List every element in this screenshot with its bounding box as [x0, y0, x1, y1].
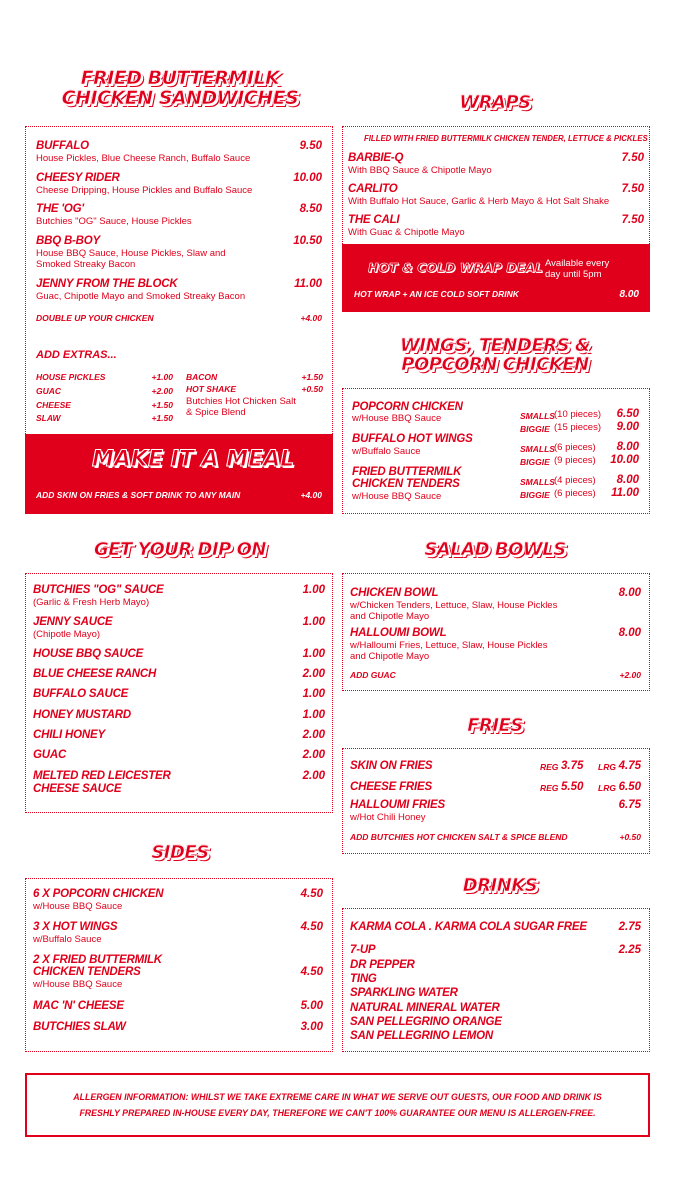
sandwich-desc: Smoked Streaky Bacon: [36, 259, 136, 270]
dip-price: 1.00: [302, 709, 325, 721]
drink-item: SPARKLING WATER: [350, 987, 458, 999]
dip-name: CHILI HONEY: [33, 729, 105, 741]
wrap-name: CARLITO: [348, 183, 398, 195]
salad-add-price: +2.00: [619, 670, 641, 680]
allergen-box: [25, 1073, 650, 1137]
allergen-line2: FRESHLY PREPARED IN-HOUSE EVERY DAY, THEREFORE WE CAN'T 100% GUARANTEE OUR MENU IS ALLERGEN-FREE.: [79, 1108, 596, 1118]
meal-price: +4.00: [300, 490, 322, 500]
wrap-deal-band: [342, 244, 650, 312]
hot-shake-desc: Butchies Hot Chicken Salt: [186, 396, 296, 407]
sandwich-name: THE 'OG': [36, 203, 84, 215]
wrap-desc: With BBQ Sauce & Chipotle Mayo: [348, 165, 492, 176]
wrap-deal-text: HOT WRAP + AN ICE COLD SOFT DRINK: [354, 289, 519, 299]
wings-size: BIGGIE: [520, 457, 550, 467]
meal-text: ADD SKIN ON FRIES & SOFT DRINK TO ANY MAIN: [36, 490, 241, 500]
wings-qty: (9 pieces): [554, 455, 596, 466]
wings-name: BUFFALO HOT WINGS: [352, 433, 473, 445]
extra-price: +2.00: [151, 386, 173, 396]
wrap-name: THE CALI: [348, 214, 400, 226]
dip-desc: (Chipotle Mayo): [33, 629, 101, 640]
dip-name: BUFFALO SAUCE: [33, 688, 129, 700]
wings-name: CHICKEN TENDERS: [352, 478, 460, 490]
wings-size: SMALLS: [520, 444, 555, 454]
side-desc: w/House BBQ Sauce: [33, 979, 123, 990]
dip-desc: (Garlic & Fresh Herb Mayo): [33, 597, 150, 608]
fries-reg-price: 5.50: [561, 781, 584, 793]
sandwich-name: CHEESY RIDER: [36, 172, 120, 184]
sandwich-desc: House BBQ Sauce, House Pickles, Slaw and: [36, 248, 226, 259]
salad-desc: and Chipotle Mayo: [350, 611, 430, 622]
dip-name: HONEY MUSTARD: [33, 709, 131, 721]
side-price: 5.00: [300, 1000, 323, 1012]
wings-price: 6.50: [616, 408, 639, 420]
fries-lrg-label: LRG: [598, 783, 616, 793]
fries-lrg-label: LRG: [598, 762, 616, 772]
sandwich-desc: House Pickles, Blue Cheese Ranch, Buffalo Sauce: [36, 153, 251, 164]
extra-name: SLAW: [36, 413, 61, 423]
side-price: 4.50: [300, 888, 323, 900]
wings-name: POPCORN CHICKEN: [352, 401, 463, 413]
wings-desc: w/House BBQ Sauce: [352, 413, 442, 424]
side-price: 4.50: [300, 921, 323, 933]
wings-size: BIGGIE: [520, 424, 550, 434]
dips-heading: GET YOUR DIP ON: [93, 539, 267, 560]
side-name-line2: CHICKEN TENDERS: [33, 966, 141, 978]
fries-lrg-price: 6.50: [618, 781, 641, 793]
wings-price: 8.00: [616, 441, 639, 453]
extra-name: HOUSE PICKLES: [36, 372, 106, 382]
extra-price: +0.50: [301, 384, 323, 394]
wings-size: SMALLS: [520, 411, 555, 421]
fries-heading: FRIES: [467, 715, 523, 736]
wrap-deal-title: HOT & COLD WRAP DEAL: [368, 260, 543, 275]
salad-name: HALLOUMI BOWL: [350, 627, 447, 639]
wrap-price: 7.50: [621, 183, 644, 195]
fries-add: ADD BUTCHIES HOT CHICKEN SALT & SPICE BLEND: [350, 832, 568, 842]
fries-name: CHEESE FRIES: [350, 781, 432, 793]
salad-desc: and Chipotle Mayo: [350, 651, 430, 662]
fries-desc: w/Hot Chili Honey: [350, 812, 426, 823]
drink-price: 2.75: [618, 921, 641, 933]
fries-price: 6.75: [618, 799, 641, 811]
side-desc: w/House BBQ Sauce: [33, 901, 123, 912]
wrap-price: 7.50: [621, 152, 644, 164]
fries-lrg-price: 4.75: [618, 760, 641, 772]
dip-name: MELTED RED LEICESTER: [33, 770, 171, 782]
double-up-price: +4.00: [300, 313, 322, 323]
drink-price: 2.25: [618, 944, 641, 956]
fries-reg-label: REG: [540, 783, 559, 793]
sandwiches-heading-line2: CHICKEN SANDWICHES: [61, 87, 299, 109]
meal-band: [25, 434, 333, 514]
meal-title: MAKE IT A MEAL: [92, 447, 295, 472]
sandwich-desc: Guac, Chipotle Mayo and Smoked Streaky Bacon: [36, 291, 246, 302]
dip-name: BLUE CHEESE RANCH: [33, 668, 157, 680]
extra-name: CHEESE: [36, 400, 71, 410]
drink-item: NATURAL MINERAL WATER: [350, 1002, 500, 1014]
wrap-deal-note: day until 5pm: [545, 269, 602, 280]
dip-price: 1.00: [302, 584, 325, 596]
wings-qty: (6 pieces): [554, 442, 596, 453]
wrap-deal-note: Available every: [545, 258, 610, 269]
sandwich-price: 9.50: [299, 140, 322, 152]
extra-price: +1.50: [151, 400, 173, 410]
side-name: BUTCHIES SLAW: [33, 1021, 126, 1033]
wings-price: 9.00: [616, 421, 639, 433]
dip-price: 2.00: [302, 729, 325, 741]
wraps-intro: FILLED WITH FRIED BUTTERMILK CHICKEN TENDER, LETTUCE & PICKLES: [364, 134, 648, 143]
dip-price: 2.00: [302, 749, 325, 761]
salad-price: 8.00: [618, 627, 641, 639]
wings-price: 8.00: [616, 474, 639, 486]
drinks-heading: DRINKS: [462, 875, 538, 896]
extra-name: HOT SHAKE: [186, 384, 237, 394]
drink-line: KARMA COLA . KARMA COLA SUGAR FREE: [350, 921, 587, 933]
wings-desc: w/Buffalo Sauce: [352, 446, 421, 457]
dip-price: 2.00: [302, 668, 325, 680]
sandwich-price: 11.00: [294, 278, 322, 290]
wings-qty: (10 pieces): [554, 409, 601, 420]
wrap-desc: With Buffalo Hot Sauce, Garlic & Herb Mayo & Hot Salt Shake: [348, 196, 610, 207]
wings-heading-line2: POPCORN CHICKEN: [401, 354, 589, 375]
sandwich-price: 10.00: [293, 172, 322, 184]
fries-name: HALLOUMI FRIES: [350, 799, 445, 811]
side-name: 3 X HOT WINGS: [33, 921, 118, 933]
fries-add-price: +0.50: [619, 832, 641, 842]
allergen-line1: ALLERGEN INFORMATION: WHILST WE TAKE EXTREME CARE IN WHAT WE SERVE OUT GUESTS, OUR FOOD AND DRINK IS: [73, 1092, 602, 1102]
wrap-name: BARBIE-Q: [348, 152, 404, 164]
wrap-desc: With Guac & Chipotle Mayo: [348, 227, 465, 238]
side-price: 3.00: [300, 1021, 323, 1033]
fries-reg-price: 3.75: [561, 760, 584, 772]
drink-item: TING: [350, 973, 377, 985]
salad-desc: w/Halloumi Fries, Lettuce, Slaw, House Pickles: [350, 640, 548, 651]
drink-item: DR PEPPER: [350, 959, 415, 971]
dip-name: GUAC: [33, 749, 67, 761]
wings-price: 10.00: [610, 454, 639, 466]
extra-price: +1.50: [151, 413, 173, 423]
fries-name: SKIN ON FRIES: [350, 760, 433, 772]
sandwich-price: 8.50: [299, 203, 322, 215]
drink-item: SAN PELLEGRINO ORANGE: [350, 1016, 502, 1028]
sandwich-name: JENNY FROM THE BLOCK: [36, 278, 178, 290]
side-desc: w/Buffalo Sauce: [33, 934, 102, 945]
dip-price: 1.00: [302, 688, 325, 700]
wings-heading: [390, 336, 600, 374]
wings-qty: (4 pieces): [554, 475, 596, 486]
extra-price: +1.00: [151, 372, 173, 382]
sandwich-desc: Butchies "OG" Sauce, House Pickles: [36, 216, 192, 227]
sandwiches-heading: [60, 68, 300, 108]
dip-price: 1.00: [302, 616, 325, 628]
sandwich-name: BBQ B-BOY: [36, 235, 101, 247]
wings-heading-line1: WINGS, TENDERS &: [399, 335, 591, 356]
side-name: 2 X FRIED BUTTERMILK: [33, 954, 162, 966]
extra-name: BACON: [186, 372, 218, 382]
side-name: MAC 'N' CHEESE: [33, 1000, 124, 1012]
drink-item: 7-UP: [350, 944, 376, 956]
dip-price: 1.00: [302, 648, 325, 660]
side-price: 4.50: [300, 966, 323, 978]
extra-name: GUAC: [36, 386, 62, 396]
dip-name: BUTCHIES "OG" SAUCE: [33, 584, 164, 596]
sandwich-price: 10.50: [293, 235, 322, 247]
sides-heading: SIDES: [151, 842, 209, 863]
sandwich-name: BUFFALO: [36, 140, 89, 152]
wrap-price: 7.50: [621, 214, 644, 226]
wings-price: 11.00: [611, 487, 639, 499]
salad-price: 8.00: [618, 587, 641, 599]
sandwiches-heading-line1: FRIED BUTTERMILK: [80, 67, 280, 89]
wings-desc: w/House BBQ Sauce: [352, 491, 442, 502]
sandwich-desc: Cheese Dripping, House Pickles and Buffalo Sauce: [36, 185, 253, 196]
wings-qty: (15 pieces): [554, 422, 601, 433]
wings-qty: (6 pieces): [554, 488, 596, 499]
dip-name: HOUSE BBQ SAUCE: [33, 648, 144, 660]
wrap-deal-price: 8.00: [619, 289, 639, 300]
wings-size: SMALLS: [520, 477, 555, 487]
extra-price: +1.50: [301, 372, 323, 382]
fries-reg-label: REG: [540, 762, 559, 772]
salad-desc: w/Chicken Tenders, Lettuce, Slaw, House Pickles: [350, 600, 558, 611]
wings-name: FRIED BUTTERMILK: [352, 466, 462, 478]
dip-name-line2: CHEESE SAUCE: [33, 783, 122, 795]
wraps-heading: WRAPS: [459, 92, 531, 113]
dip-price: 2.00: [302, 770, 325, 782]
double-up-label: DOUBLE UP YOUR CHICKEN: [36, 313, 154, 323]
hot-shake-desc: & Spice Blend: [186, 407, 246, 418]
extras-title: ADD EXTRAS...: [36, 349, 117, 361]
wings-size: BIGGIE: [520, 490, 550, 500]
salads-heading: SALAD BOWLS: [424, 539, 566, 560]
dip-name: JENNY SAUCE: [33, 616, 113, 628]
side-name: 6 X POPCORN CHICKEN: [33, 888, 164, 900]
salad-add: ADD GUAC: [350, 670, 396, 680]
salad-name: CHICKEN BOWL: [350, 587, 439, 599]
drink-item: SAN PELLEGRINO LEMON: [350, 1030, 493, 1042]
